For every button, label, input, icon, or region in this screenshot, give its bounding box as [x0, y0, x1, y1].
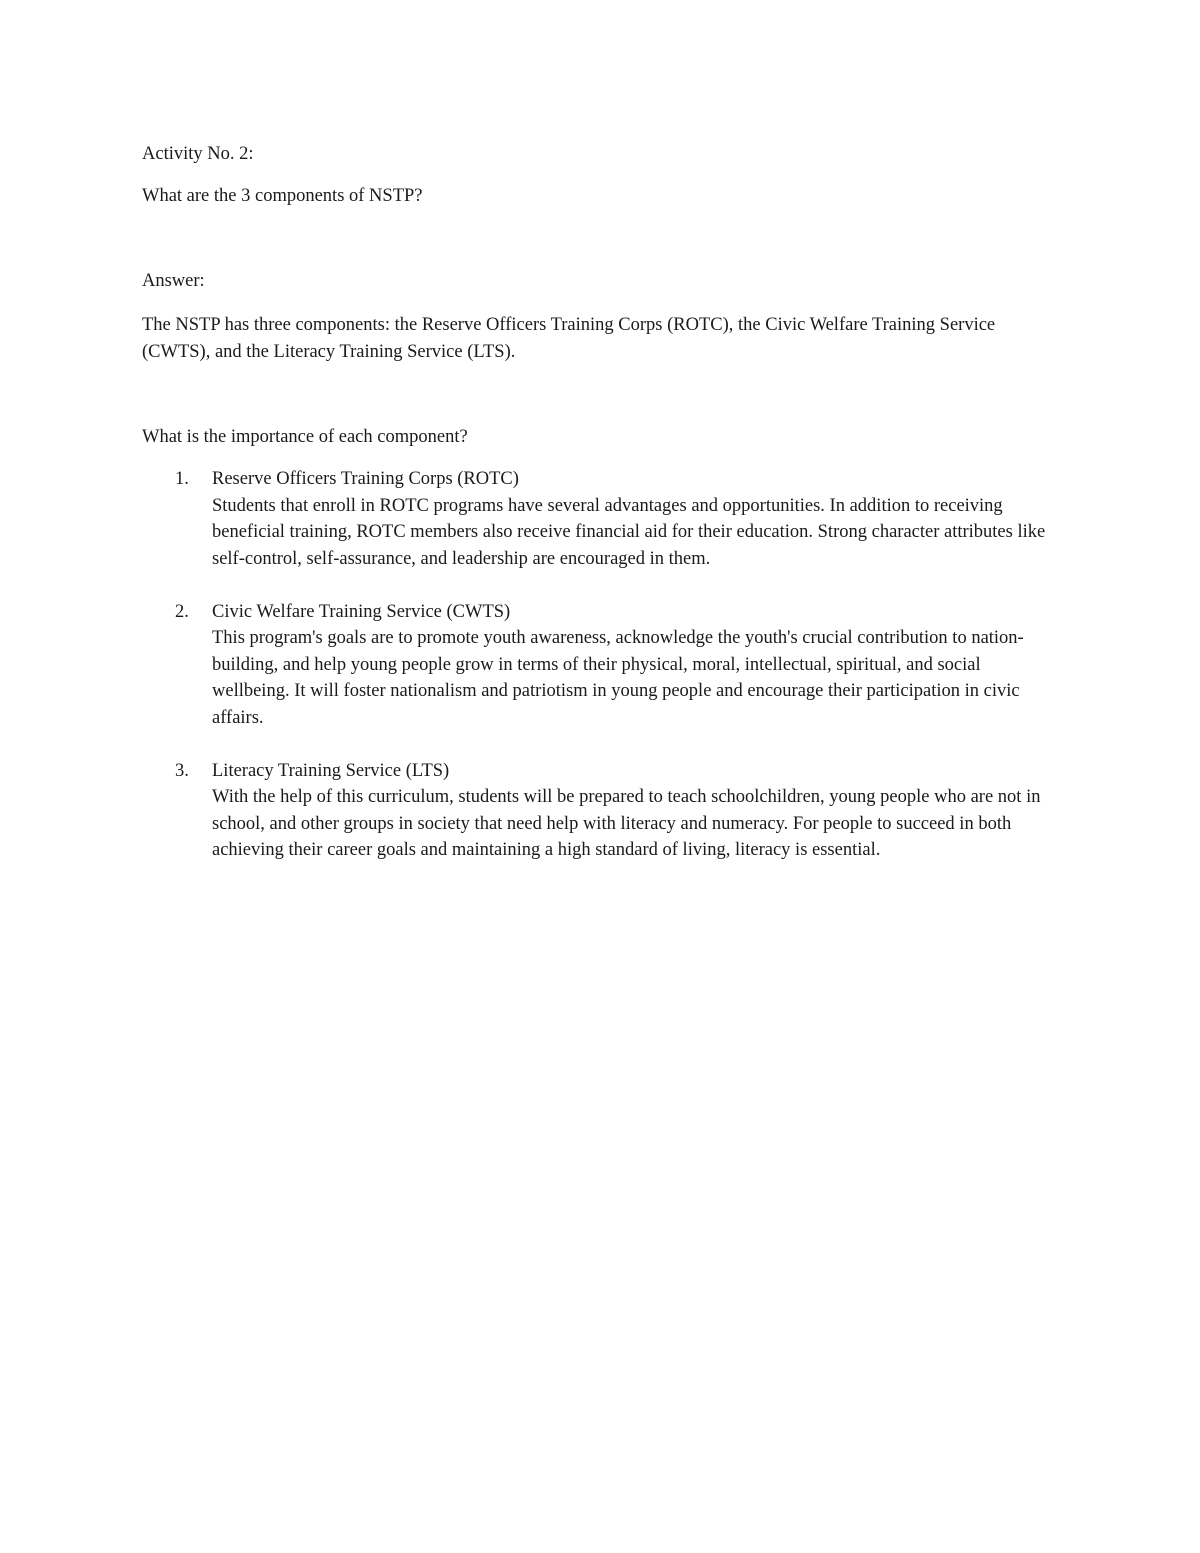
question-importance: What is the importance of each component? [142, 427, 468, 447]
answer-label: Answer: [142, 271, 205, 291]
components-list [142, 466, 1062, 864]
list-item-title: Literacy Training Service (LTS) [212, 760, 450, 781]
list-item-description: With the help of this curriculum, students will be prepared to teach schoolchildren, young people who are not in school, and other groups in society that need help with literacy and numeracy. For people to succeed in both achieving their career goals and maintaining a high standard of living, literacy is essential. [212, 787, 1041, 860]
list-item-title: Reserve Officers Training Corps (ROTC) [212, 469, 519, 489]
question-components: What are the 3 components of NSTP? [142, 186, 423, 206]
list-item-description: Students that enroll in ROTC programs have several advantages and opportunities. In addition to receiving beneficial training, ROTC members also receive financial aid for their education. Strong character attributes like self-control, self-assurance, and leadership are encouraged in them. [212, 495, 1046, 569]
list-item-title: Civic Welfare Training Service (CWTS) [212, 601, 511, 622]
list-item [142, 758, 1062, 864]
list-item [142, 466, 1062, 572]
list-item-description: This program's goals are to promote youth awareness, acknowledge the youth's crucial contribution to nation-building, and help young people grow in terms of their physical, moral, intellectual, spiritual, and social wellbeing. It will foster nationalism and patriotism in young people and encourage their participation in civic affairs. [212, 628, 1024, 728]
activity-title: Activity No. 2: [142, 144, 254, 164]
list-item-number: 2. [175, 601, 189, 622]
answer-text: The NSTP has three components: the Reserve Officers Training Corps (ROTC), the Civic Welfare Training Service (CWTS), and the Literacy Training Service (LTS). [142, 315, 996, 362]
list-item-number: 1. [175, 469, 189, 489]
list-item-number: 3. [175, 760, 189, 781]
list-item [142, 599, 1062, 732]
